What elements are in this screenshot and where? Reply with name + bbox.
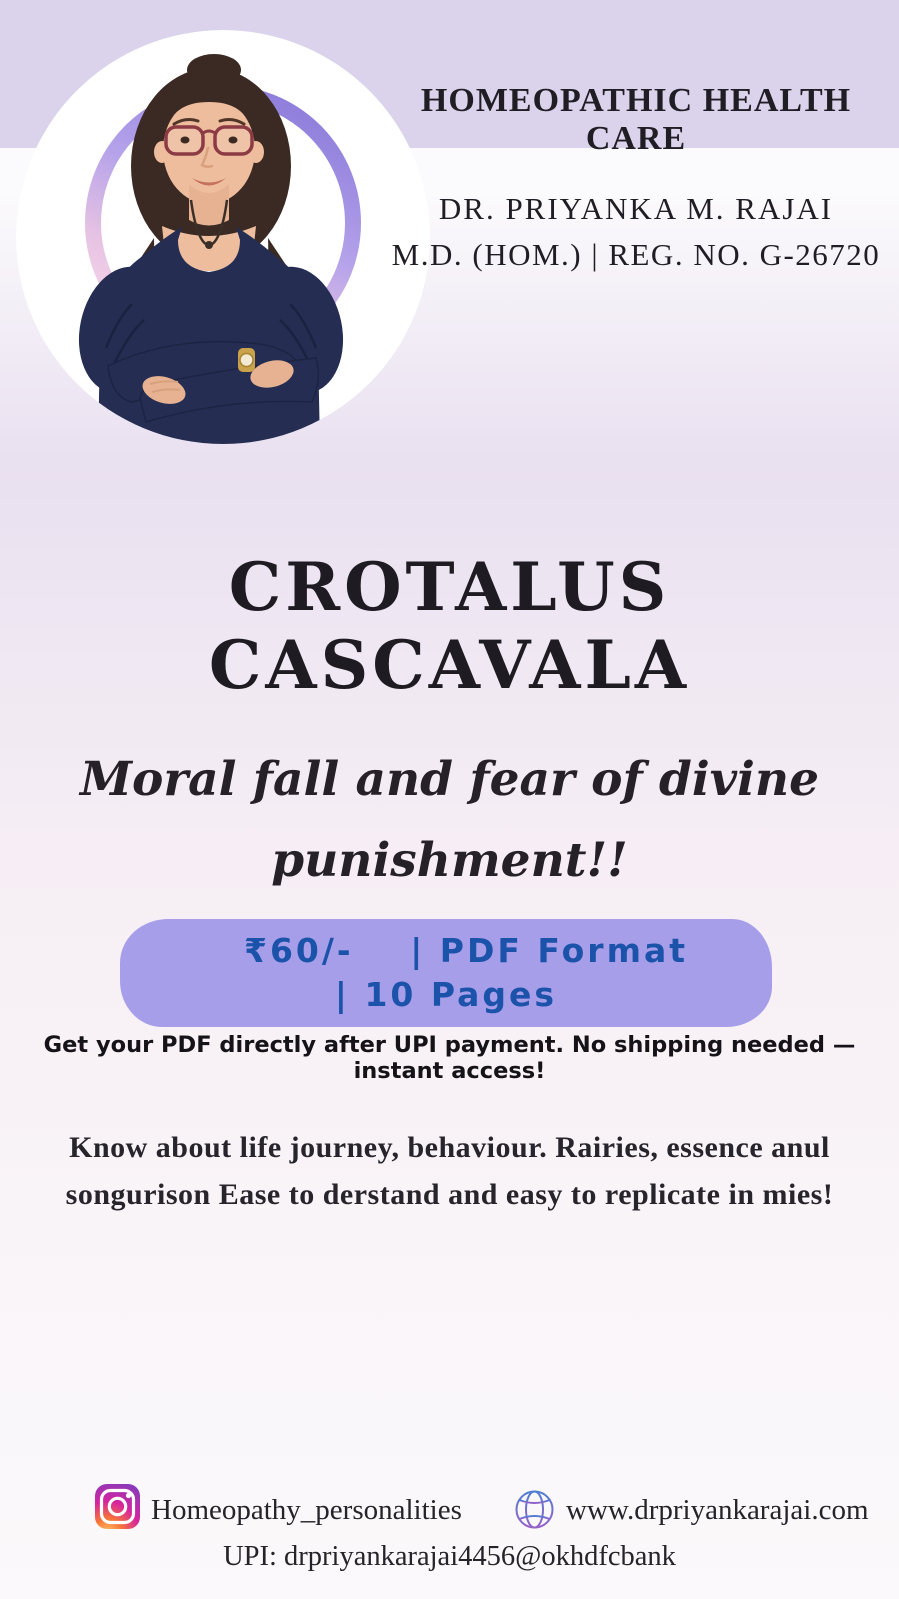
format-label: | PDF Format [410,931,688,970]
remedy-title-line2: CASCAVALA [208,626,691,704]
description-line1: Know about life journey, behaviour. Rairies, essence anul [69,1131,830,1164]
doctor-photo-graphic [14,28,432,446]
doctor-credentials: M.D. (HOM.) | REG. NO. G-26720 [391,237,881,272]
tagline-line2: punishment!! [271,833,628,888]
doctor-name: DR. PRIYANKA M. RAJAI [438,191,834,226]
description-line2: songurison Ease to derstand and easy to replicate in mies! [65,1178,834,1211]
website-url: www.drpriyankarajai.com [566,1494,869,1526]
instagram-handle: Homeopathy_personalities [151,1494,462,1526]
doctor-photo [14,28,432,446]
offer-pill [120,919,772,1027]
delivery-note: Get your PDF directly after UPI payment. No shipping needed — instant access! [43,1032,856,1084]
globe-icon [512,1487,557,1532]
remedy-title-line1: CROTALUS [228,548,671,626]
tagline-line1: Moral fall and fear of divine [80,752,819,807]
clinic-name: HOMEOPATHIC HEALTH CARE [420,82,852,157]
pages-label: | 10 Pages [334,975,558,1014]
upi-id: UPI: drpriyankarajai4456@okhdfcbank [223,1541,676,1572]
instagram-icon [94,1483,141,1530]
price-label: ₹60/- [244,931,354,970]
